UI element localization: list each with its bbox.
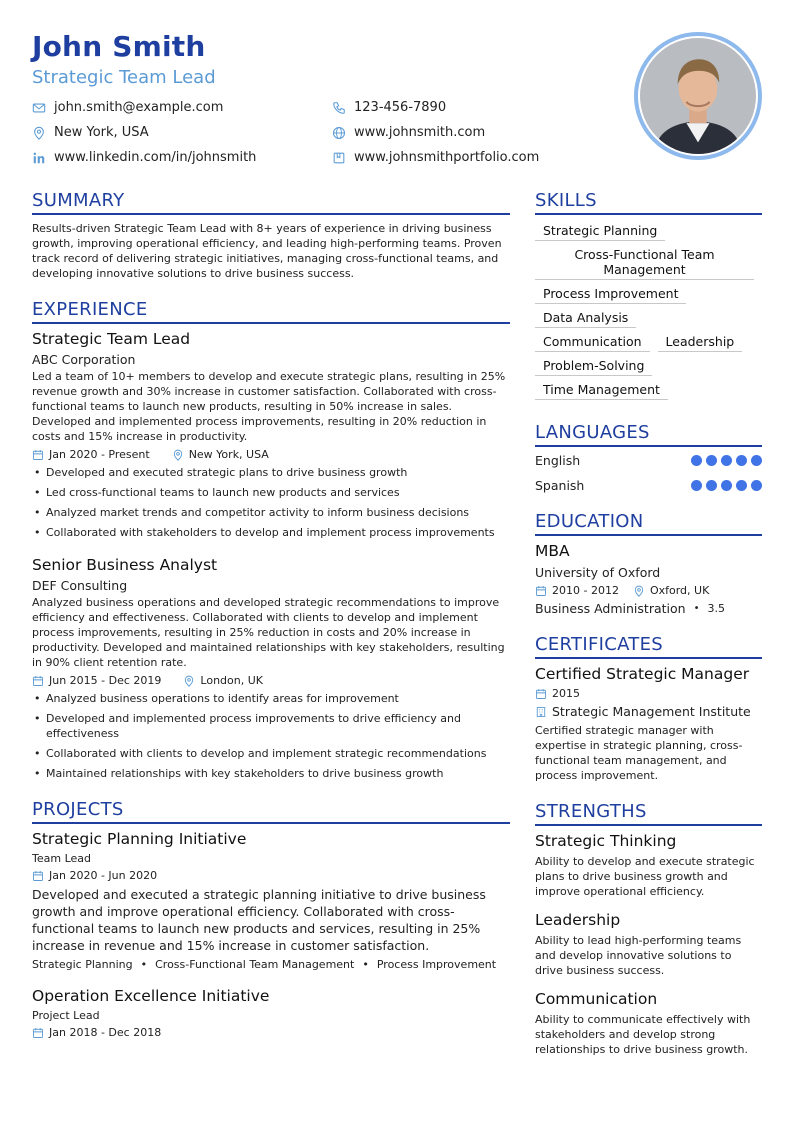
strength-description: Ability to develop and execute strategic plans to drive business growth and improve operational efficiency.: [535, 855, 755, 898]
list-item: • Maintained relationships with key stakeholders to drive business growth: [32, 766, 510, 781]
skills-heading: SKILLS: [535, 190, 762, 215]
level-dot: [691, 480, 702, 491]
project-description: Developed and executed a strategic planning initiative to drive business growth and improve operational efficiency. Collaborated with cross-functional teams to launch new products and services, resulting in 25% increase in revenue and 15% increase in customer satisfaction.: [32, 887, 486, 953]
education-meta: [535, 584, 762, 597]
job-description: Analyzed business operations and developed strategic recommendations to improve efficiency and effectiveness. Collaborated with clients to develop and implement process improvements, resulting in 25% reduction in costs and 20% increase in productivity. Developed and maintained relationships with key stakeholders, resulting in 90% client retention rate.: [32, 596, 505, 669]
calendar-icon: [535, 585, 547, 597]
language-level: [687, 480, 762, 491]
projects-section: [32, 799, 510, 1039]
phone-icon: [332, 101, 346, 115]
education-heading: EDUCATION: [535, 511, 762, 536]
strength-item: [535, 990, 762, 1057]
level-dot: [706, 455, 717, 466]
level-dot: [751, 480, 762, 491]
list-item: • Analyzed business operations to identify areas for improvement: [32, 691, 510, 706]
project-name: Strategic Planning Initiative: [32, 830, 247, 848]
language-name: English: [535, 453, 581, 468]
education-location: Oxford, UK: [649, 584, 710, 597]
certificate-year: 2015: [552, 687, 580, 700]
job-bullets: [32, 465, 510, 540]
company-name: DEF Consulting: [32, 578, 128, 593]
level-dot: [706, 480, 717, 491]
project-tags: Strategic Planning • Cross-Functional Team Management • Process Improvement: [32, 958, 497, 971]
skill-tag: Process Improvement: [535, 284, 686, 304]
level-dot: [691, 455, 702, 466]
list-item: • Collaborated with clients to develop and implement strategic recommendations: [32, 746, 510, 761]
right-column: [535, 190, 762, 1075]
job-title: Senior Business Analyst: [32, 556, 218, 574]
mail-icon: [32, 101, 46, 115]
job-meta: [32, 448, 510, 461]
strength-item: [535, 911, 762, 978]
job-entry: [32, 556, 510, 781]
job-title: Strategic Team Lead: [32, 330, 191, 348]
calendar-icon: [32, 449, 44, 461]
project-tag: Strategic Planning: [32, 958, 133, 971]
job-location: London, UK: [200, 674, 264, 687]
location-pin-icon: [172, 449, 184, 461]
level-dot: [721, 455, 732, 466]
experience-section: [32, 299, 510, 781]
summary-text: Results-driven Strategic Team Lead with 8+ years of experience in driving business growth, improving operational efficiency, and leading high-performing teams. Proven track record of delivering strategic initiatives, managing cross-functional teams, and developing innovative solutions to drive business success.: [32, 222, 502, 280]
project-meta: [32, 1026, 510, 1039]
project-entry: [32, 830, 510, 971]
globe-icon: [332, 126, 346, 140]
skills-section: [535, 190, 762, 404]
languages-section: [535, 422, 762, 493]
list-item: • Developed and implemented process improvements to drive efficiency and effectiveness: [32, 711, 510, 741]
calendar-icon: [32, 1027, 44, 1039]
certificate-meta: [535, 687, 762, 700]
project-tag: Cross-Functional Team Management: [155, 958, 355, 971]
calendar-icon: [32, 675, 44, 687]
candidate-name: John Smith: [32, 30, 206, 63]
strength-description: Ability to communicate effectively with stakeholders and develop strong relationships to drive business growth.: [535, 1013, 751, 1056]
project-entry: [32, 987, 510, 1039]
degree: MBA: [535, 542, 570, 560]
certificates-section: [535, 634, 762, 783]
strength-name: Leadership: [535, 911, 621, 929]
level-dot: [751, 455, 762, 466]
language-row: [535, 478, 762, 493]
phone-text: 123-456-7890: [354, 100, 447, 115]
certificates-heading: CERTIFICATES: [535, 634, 762, 659]
list-item: • Collaborated with stakeholders to develop and implement process improvements: [32, 525, 510, 540]
language-row: [535, 453, 762, 468]
level-dot: [736, 480, 747, 491]
job-entry: [32, 330, 510, 540]
job-dates: Jan 2020 - Present: [49, 448, 150, 461]
project-dates: Jan 2018 - Dec 2018: [49, 1026, 162, 1039]
project-role: Project Lead: [32, 1009, 100, 1022]
job-location: New York, USA: [188, 448, 269, 461]
calendar-icon: [32, 870, 44, 882]
strength-item: [535, 832, 762, 899]
languages-heading: LANGUAGES: [535, 422, 762, 447]
linkedin-text: www.linkedin.com/in/johnsmith: [54, 150, 257, 165]
summary-heading: SUMMARY: [32, 190, 510, 215]
education-dates: 2010 - 2012: [552, 584, 619, 597]
job-meta: [32, 674, 510, 687]
list-item: • Led cross-functional teams to launch new products and services: [32, 485, 510, 500]
calendar-icon: [535, 688, 547, 700]
summary-section: [32, 190, 510, 281]
job-description: Led a team of 10+ members to develop and execute strategic plans, resulting in 25% revenue growth and 30% increase in customer satisfaction. Collaborated with cross-functional teams to launch new products, resulting in 50% increase in sales. Developed and implemented process improvements, resulting in 20% reduction in costs and 15% increase in productivity.: [32, 370, 506, 443]
skill-tag: Data Analysis: [535, 308, 636, 328]
language-level: [687, 455, 762, 466]
contact-linkedin[interactable]: [32, 150, 256, 165]
skill-tag: Time Management: [535, 380, 668, 400]
skill-tag: Leadership: [658, 332, 743, 352]
avatar: [640, 38, 756, 154]
certificate-issuer: [535, 704, 762, 719]
building-icon: [535, 706, 547, 718]
skill-tag: Cross-Functional Team Management: [535, 245, 754, 280]
projects-heading: PROJECTS: [32, 799, 510, 824]
website-text: www.johnsmith.com: [354, 125, 486, 140]
gpa: 3.5: [707, 602, 725, 615]
language-name: Spanish: [535, 478, 585, 493]
job-dates: Jun 2015 - Dec 2019: [49, 674, 162, 687]
experience-heading: EXPERIENCE: [32, 299, 510, 324]
linkedin-icon: [32, 151, 46, 165]
project-tag: Process Improvement: [376, 958, 497, 971]
strengths-section: [535, 801, 762, 1057]
level-dot: [736, 455, 747, 466]
location-pin-icon: [183, 675, 195, 687]
project-role: Team Lead: [32, 852, 91, 865]
company-name: ABC Corporation: [32, 352, 136, 367]
portfolio-text: www.johnsmithportfolio.com: [354, 150, 540, 165]
issuer-name: Strategic Management Institute: [552, 704, 751, 719]
field-of-study: Business Administration: [535, 601, 686, 616]
contact-email[interactable]: [32, 100, 223, 115]
location-pin-icon: [32, 126, 46, 140]
portfolio-icon: [332, 151, 346, 165]
list-item: • Analyzed market trends and competitor activity to inform business decisions: [32, 505, 510, 520]
strength-name: Communication: [535, 990, 658, 1008]
contact-website[interactable]: [332, 125, 485, 140]
project-meta: [32, 869, 510, 882]
job-bullets: [32, 691, 510, 781]
project-name: Operation Excellence Initiative: [32, 987, 270, 1005]
education-section: [535, 511, 762, 616]
email-text: john.smith@example.com: [54, 100, 224, 115]
skill-tag: Communication: [535, 332, 650, 352]
candidate-title: Strategic Team Lead: [32, 67, 216, 88]
list-item: • Developed and executed strategic plans to drive business growth: [32, 465, 510, 480]
contact-portfolio[interactable]: [332, 150, 539, 165]
certificate-description: Certified strategic manager with expertise in strategic planning, cross-functional team management, and process improvement.: [535, 724, 743, 782]
skills-list: [535, 221, 762, 404]
profile-photo: [634, 32, 762, 160]
level-dot: [721, 480, 732, 491]
school-name: University of Oxford: [535, 565, 661, 580]
left-column: [32, 190, 510, 1057]
certificate-name: Certified Strategic Manager: [535, 665, 750, 683]
project-dates: Jan 2020 - Jun 2020: [49, 869, 158, 882]
education-field: Business Administration • 3.5: [535, 601, 725, 616]
contact-phone[interactable]: [332, 100, 446, 115]
resume-header: [32, 30, 612, 88]
skill-tag: Strategic Planning: [535, 221, 665, 241]
strength-description: Ability to lead high-performing teams and develop innovative solutions to drive business success.: [535, 934, 742, 977]
skill-tag: Problem-Solving: [535, 356, 652, 376]
strength-name: Strategic Thinking: [535, 832, 677, 850]
location-text: New York, USA: [54, 125, 149, 140]
contact-location: [32, 125, 149, 140]
strengths-heading: STRENGTHS: [535, 801, 762, 826]
location-pin-icon: [633, 585, 645, 597]
